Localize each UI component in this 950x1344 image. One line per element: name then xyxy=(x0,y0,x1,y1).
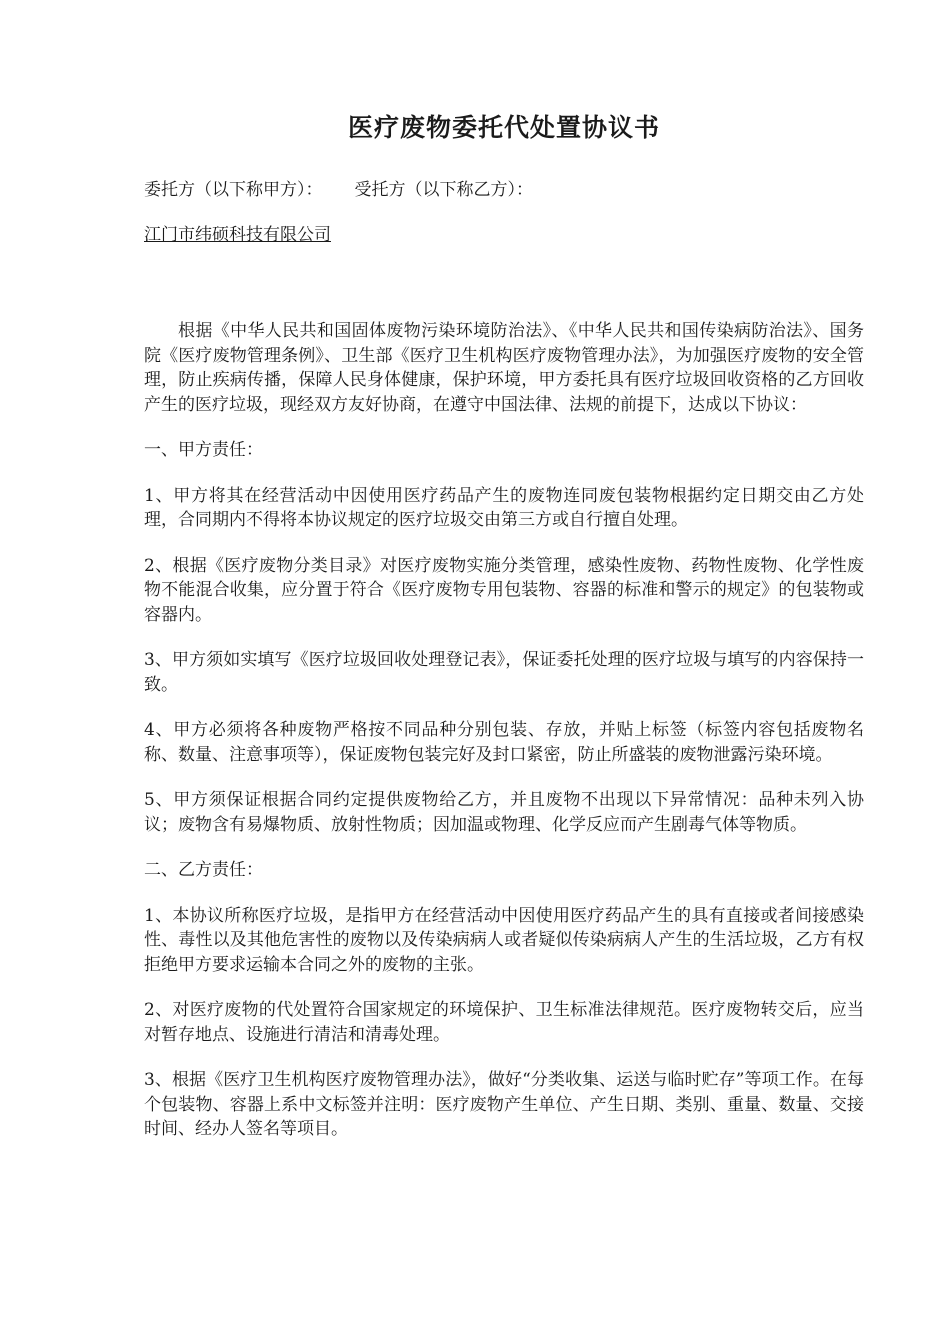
document-title: 医疗废物委托代处置协议书 xyxy=(347,113,660,142)
party-a-clause-3: 3、甲方须如实填写《医疗垃圾回收处理登记表》，保证委托处理的医疗垃圾与填写的内容保持一致。 xyxy=(144,650,864,695)
document-body xyxy=(144,110,864,1163)
party-b-clause-2: 2、对医疗废物的代处置符合国家规定的环境保护、卫生标准法律规范。医疗废物转交后，应当对暂存地点、设施进行清洁和清毒处理。 xyxy=(144,1000,864,1045)
party-a-clause-1: 1、甲方将其在经营活动中因使用医疗药品产生的废物连同废包装物根据约定日期交由乙方处理，合同期内不得将本协议规定的医疗垃圾交由第三方或自行擅自处理。 xyxy=(144,485,864,530)
section-heading-party-a: 一、甲方责任： xyxy=(144,440,263,460)
party-a-clause-5: 5、甲方须保证根据合同约定提供废物给乙方，并且废物不出现以下异常情况：品种未列入协议；废物含有易爆物质、放射性物质；因加温或物理、化学反应而产生剧毒气体等物质。 xyxy=(144,790,864,835)
parties-line xyxy=(144,178,864,203)
company-name: 江门市纬硕科技有限公司 xyxy=(144,224,331,245)
entrusted-party-label: 受托方（以下称乙方）： xyxy=(354,180,533,200)
party-b-clause-3: 3、根据《医疗卫生机构医疗废物管理办法》，做好“分类收集、运送与临时贮存”等项工作。在每个包装物、容器上系中文标签并注明：医疗废物产生单位、产生日期、类别、重量、数量、交接时间、经办人签名等项目。 xyxy=(144,1070,864,1139)
party-a-clause-4: 4、甲方必须将各种废物严格按不同品种分别包装、存放，并贴上标签（标签内容包括废物名称、数量、注意事项等），保证废物包装完好及封口紧密，防止所盛装的废物泄露污染环境。 xyxy=(144,720,864,765)
preamble-paragraph: 根据《中华人民共和国固体废物污染环境防治法》、《中华人民共和国传染病防治法》、国务院《医疗废物管理条例》、卫生部《医疗卫生机构医疗废物管理办法》，为加强医疗废物的安全管理，防止疾病传播，保障人民身体健康，保护环境，甲方委托具有医疗垃圾回收资格的乙方回收产生的医疗垃圾，现经双方友好协商，在遵守中国法律、法规的前提下，达成以下协议： xyxy=(144,321,864,415)
party-a-clause-2: 2、根据《医疗废物分类目录》对医疗废物实施分类管理，感染性废物、药物性废物、化学性废物不能混合收集，应分置于符合《医疗废物专用包装物、容器的标准和警示的规定》的包装物或容器内。 xyxy=(144,555,864,625)
party-b-clause-1: 1、本协议所称医疗垃圾，是指甲方在经营活动中因使用医疗药品产生的具有直接或者间接感染性、毒性以及其他危害性的废物以及传染病病人或者疑似传染病病人产生的生活垃圾，乙方有权拒绝甲方要求运输本合同之外的废物的主张。 xyxy=(144,905,864,975)
section-heading-party-b: 二、乙方责任： xyxy=(144,860,263,880)
entrusting-party-label: 委托方（以下称甲方）： xyxy=(144,180,323,200)
